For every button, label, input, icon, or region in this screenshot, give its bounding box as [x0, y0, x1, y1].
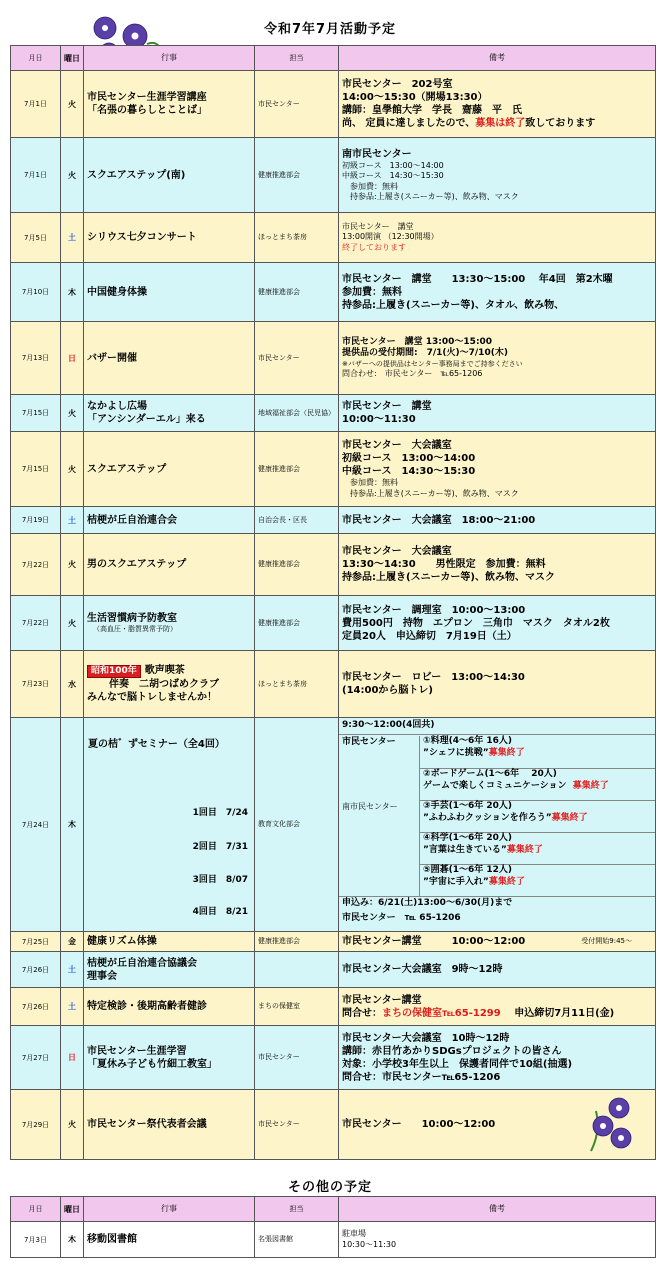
- event-cell: スクエアステップ(南): [84, 138, 255, 213]
- dow-cell: 火: [61, 432, 84, 507]
- date-cell: 7月1日: [11, 71, 61, 138]
- event-cell: [84, 718, 255, 932]
- notes-cell: [339, 71, 656, 138]
- owner-cell: 名張図書館: [255, 1222, 339, 1258]
- divider: [419, 736, 420, 897]
- notes-line: 市民センター 講堂 13:00～15:00: [342, 336, 493, 347]
- table-row: [11, 507, 656, 534]
- closed-notice: 募集終了: [551, 812, 588, 823]
- notes-line: 市民センター 講堂 13:30～15:00 年4回 第2木曜: [342, 273, 613, 285]
- table-row: [11, 1222, 656, 1258]
- other-schedule-table: [10, 1196, 656, 1258]
- notes-line: 持参品:上履き(スニーカー等)、飲み物、マスク: [350, 488, 519, 498]
- table-row: [11, 1090, 656, 1160]
- header-notes: 備考: [339, 1197, 656, 1222]
- notes-text: 受付開始9:45～: [581, 936, 632, 945]
- notes-cell: 市民センター 大会議室 18:00～21:00: [339, 507, 656, 534]
- notes-line: 中級コース 14:30～15:30: [342, 466, 476, 478]
- dow-cell: 火: [61, 395, 84, 432]
- header-date: 月日: [11, 1197, 61, 1222]
- owner-cell: 健康推進部会: [255, 263, 339, 322]
- owner-cell: 市民センター: [255, 1090, 339, 1160]
- table-row: [11, 952, 656, 988]
- notes-cell: [339, 138, 656, 213]
- event-cell: 特定検診・後期高齢者健診: [84, 988, 255, 1026]
- closed-notice: 募集終了: [506, 844, 543, 855]
- notes-line: 駐車場: [342, 1229, 366, 1239]
- notes-line: 問合せ：市民センター℡65-1206: [342, 1071, 501, 1083]
- page-title: 令和7年7月活動予定: [263, 22, 397, 37]
- seminar-item-title: ④科学(1～6年 20人): [423, 833, 513, 843]
- seminar-item: [423, 736, 525, 759]
- notes-line: 定員20人 申込締切 7月19日（土）: [342, 630, 517, 642]
- seminar-item: [423, 801, 588, 824]
- notes-line: 市民センター ロビー 13:00～14:30: [342, 672, 525, 683]
- header-date: 月日: [11, 46, 61, 71]
- event-cell: 中国健身体操: [84, 263, 255, 322]
- table-row: [11, 138, 656, 213]
- dow-cell: 火: [61, 534, 84, 596]
- owner-cell: 地域福祉部会（民児協）: [255, 395, 339, 432]
- notes-line: 市民センター講堂: [342, 994, 422, 1006]
- notes-line: 参加費：無料: [342, 286, 402, 298]
- notes-line: 市民センター 調理室 10:00～13:00: [342, 604, 526, 616]
- dow-cell: 火: [61, 596, 84, 651]
- notes-line: 持参品:上履き(スニーカー等)、タオル、飲み物、: [342, 299, 565, 311]
- notes-line: 初級コース 13:00～14:00: [342, 160, 444, 170]
- date-cell: 7月22日: [11, 596, 61, 651]
- owner-cell: 健康推進部会: [255, 596, 339, 651]
- seminar-item-desc: ”ふわふわクッションを作ろう”: [423, 812, 552, 823]
- dow-cell: 水: [61, 651, 84, 718]
- seminar-item: [423, 865, 525, 888]
- event-cell: [84, 596, 255, 651]
- event-cell: スクエアステップ: [84, 432, 255, 507]
- date-cell: 7月25日: [11, 932, 61, 952]
- morning-glory-flower-icon: [581, 1096, 641, 1156]
- notes-cell: [339, 932, 656, 952]
- notes-line: 市民センター 大会議室: [342, 546, 452, 557]
- closed-notice: 募集は終了: [475, 118, 526, 129]
- notes-line: 参加費：無料: [350, 181, 398, 191]
- dow-cell: 木: [61, 263, 84, 322]
- session-date: 3回目 8/07: [192, 875, 248, 885]
- notes-text: 尚、 定員に達しましたので、: [342, 118, 476, 129]
- notes-line: 初級コース 13:00～14:00: [342, 453, 476, 465]
- apply-period: 申込み：6/21(土)13:00～6/30(月)まで: [342, 898, 513, 908]
- notes-text: 申込締切7月11日(金): [500, 1007, 615, 1019]
- owner-cell: 健康推進部会: [255, 138, 339, 213]
- event-cell: [84, 71, 255, 138]
- event-cell: [84, 651, 255, 718]
- notes-line: 市民センター 10:00～12:00: [342, 1119, 496, 1130]
- notes-line: ※バザーへの提供品はセンター事務局までご持参ください: [342, 359, 523, 368]
- dow-cell: 日: [61, 322, 84, 395]
- seminar-item-title: ②ボードゲーム(1～6年 20人): [423, 769, 557, 779]
- seminar-item-title: ①料理(4～6年 16人): [423, 736, 513, 746]
- header-dow: 曜日: [61, 1197, 84, 1222]
- owner-cell: 市民センター: [255, 1026, 339, 1090]
- closed-notice: 募集終了: [488, 747, 525, 758]
- notes-cell: [339, 395, 656, 432]
- event-line: 理事会: [87, 970, 117, 982]
- notes-cell: [339, 534, 656, 596]
- notes-cell: 市民センター大会議室 9時～12時: [339, 952, 656, 988]
- session-date: 4回目 8/21: [192, 907, 248, 917]
- dow-cell: 土: [61, 988, 84, 1026]
- dow-cell: 火: [61, 71, 84, 138]
- table-row: [11, 322, 656, 395]
- table-row: [11, 71, 656, 138]
- date-cell: 7月26日: [11, 952, 61, 988]
- seminar-title: 夏の桔゛ずセミナー（全4回）: [88, 739, 225, 750]
- header-event: 行事: [84, 1197, 255, 1222]
- table-row: [11, 651, 656, 718]
- event-line: 「夏休み子ども竹細工教室」: [87, 1058, 217, 1070]
- dow-cell: 日: [61, 1026, 84, 1090]
- notes-cell: [339, 213, 656, 263]
- event-text: 歌声喫茶: [144, 664, 185, 676]
- notes-line: (14:00から脳トレ): [342, 685, 433, 696]
- showa-badge: 昭和100年: [87, 665, 141, 679]
- other-schedule-title: その他の予定: [287, 1180, 372, 1195]
- notes-line: 中級コース 14:30～15:30: [342, 171, 444, 181]
- notes-line: 講師：赤目竹あかりSDGsプロジェクトの皆さん: [342, 1045, 562, 1057]
- owner-cell: 健康推進部会: [255, 932, 339, 952]
- notes-line: 市民センター 講堂: [342, 401, 432, 412]
- header-dow: 曜日: [61, 46, 84, 71]
- date-cell: 7月26日: [11, 988, 61, 1026]
- dow-cell: 土: [61, 213, 84, 263]
- notes-cell: [339, 263, 656, 322]
- dow-cell: 木: [61, 718, 84, 932]
- seminar-item-title: ⑤囲碁(1～6年 12人): [423, 865, 513, 875]
- event-cell: シリウス七夕コンサート: [84, 213, 255, 263]
- dow-cell: 土: [61, 507, 84, 534]
- owner-cell: まちの保健室: [255, 988, 339, 1026]
- notes-cell: [339, 988, 656, 1026]
- event-line: [87, 664, 251, 679]
- table-row: [11, 932, 656, 952]
- event-cell: バザー開催: [84, 322, 255, 395]
- notes-line: 持参品:上履き(スニーカー等)、飲み物、マスク: [342, 572, 555, 583]
- owner-cell: [255, 952, 339, 988]
- event-line: 「名張の暮らしとことば」: [87, 105, 207, 116]
- seminar-item: [423, 769, 609, 792]
- event-cell: 健康リズム体操: [84, 932, 255, 952]
- notes-line: 13:00開演 （12:30開場）: [342, 232, 439, 242]
- date-cell: 7月13日: [11, 322, 61, 395]
- date-cell: 7月15日: [11, 432, 61, 507]
- seminar-time: 9:30～12:00(4回共): [342, 720, 435, 730]
- seminar-item-title: ③手芸(1～6年 20人): [423, 801, 513, 811]
- owner-cell: ほっとまち茶房: [255, 213, 339, 263]
- event-line: みんなで脳トレしませんか！: [87, 692, 217, 704]
- seminar-item: [423, 833, 543, 856]
- dow-cell: 火: [61, 138, 84, 213]
- table-row: [11, 213, 656, 263]
- closed-notice: 終了しております: [342, 242, 406, 252]
- table-row: [11, 596, 656, 651]
- notes-line: [342, 117, 652, 130]
- dow-cell: 土: [61, 952, 84, 988]
- notes-cell: [339, 596, 656, 651]
- seminar-item-desc: ”言葉は生きている”: [423, 844, 507, 855]
- notes-line: 提供品の受付期間: 7/1(火)～7/10(木): [342, 348, 508, 359]
- seminar-item-desc: ”シェフに挑戦”: [423, 747, 489, 758]
- notes-line: 市民センター 202号室: [342, 79, 453, 90]
- event-cell: 桔梗が丘自治連合会: [84, 507, 255, 534]
- notes-text: 問合せ：: [342, 1007, 382, 1019]
- date-cell: 7月24日: [11, 718, 61, 932]
- event-line: 伴奏 二胡つばめクラブ: [109, 679, 219, 691]
- owner-cell: ほっとまち茶房: [255, 651, 339, 718]
- date-cell: 7月10日: [11, 263, 61, 322]
- table-row: [11, 988, 656, 1026]
- date-cell: 7月5日: [11, 213, 61, 263]
- date-cell: 7月27日: [11, 1026, 61, 1090]
- notes-line: 10:30～11:30: [342, 1239, 397, 1249]
- notes-line: 費用500円 持物 エプロン 三角巾 マスク タオル2枚: [342, 617, 610, 629]
- event-cell: [84, 1026, 255, 1090]
- divider: [339, 896, 655, 897]
- table-row: [11, 432, 656, 507]
- owner-cell: 健康推進部会: [255, 534, 339, 596]
- notes-cell: [339, 1090, 656, 1160]
- divider: [339, 734, 655, 735]
- contact-highlight: まちの保健室℡65-1299: [382, 1007, 501, 1019]
- owner-cell: 健康推進部会: [255, 432, 339, 507]
- notes-cell: [339, 1222, 656, 1258]
- event-subtitle: （高血圧・脂質異常予防）: [93, 624, 177, 633]
- table-row: [11, 534, 656, 596]
- notes-line: 持参品:上履き(スニーカー等)、飲み物、マスク: [350, 191, 519, 201]
- notes-cell: [339, 1026, 656, 1090]
- session-date: 2回目 7/31: [192, 842, 248, 852]
- notes-cell: [339, 322, 656, 395]
- notes-line: 対象：小学校3年生以上 保護者同伴で10組(抽選): [342, 1058, 573, 1070]
- date-cell: 7月3日: [11, 1222, 61, 1258]
- table-row: [11, 718, 656, 932]
- notes-line: 10:00～11:30: [342, 414, 416, 425]
- event-cell: 市民センター祭代表者会議: [84, 1090, 255, 1160]
- date-cell: 7月29日: [11, 1090, 61, 1160]
- date-cell: 7月1日: [11, 138, 61, 213]
- owner-cell: 教育文化部会: [255, 718, 339, 932]
- event-line: 市民センター生涯学習: [87, 1045, 187, 1057]
- seminar-item-desc: ”宇宙に手入れ”: [423, 876, 489, 887]
- table-row: [11, 395, 656, 432]
- header-event: 行事: [84, 46, 255, 71]
- seminar-item-desc: ゲームで楽しくコミュニケーション: [423, 780, 567, 791]
- schedule-table: [10, 45, 656, 1160]
- date-cell: 7月19日: [11, 507, 61, 534]
- event-cell: [84, 395, 255, 432]
- dow-cell: 木: [61, 1222, 84, 1258]
- session-date: 1回目 7/24: [192, 808, 248, 818]
- owner-cell: 市民センター: [255, 322, 339, 395]
- notes-line: 問合わせ: 市民センター ℡65-1206: [342, 369, 483, 379]
- table-row: [11, 263, 656, 322]
- event-line: 「アンシンダーエル」来る: [87, 414, 206, 425]
- header-owner: 担当: [255, 1197, 339, 1222]
- notes-line: 市民センター 講堂: [342, 221, 414, 231]
- event-cell: [84, 952, 255, 988]
- notes-line: 講師：皇學館大学 学長 齋藤 平 氏: [342, 105, 522, 116]
- event-line: 桔梗が丘自治連合協議会: [87, 957, 197, 969]
- notes-line: 南市民センター: [342, 148, 412, 160]
- seminar-detail: [339, 718, 655, 931]
- notes-cell: [339, 432, 656, 507]
- notes-line: 13:30～14:30 男性限定 参加費：無料: [342, 559, 546, 570]
- owner-cell: 市民センター: [255, 71, 339, 138]
- owner-cell: 自治会長・区長: [255, 507, 339, 534]
- event-cell: 男のスクエアステップ: [84, 534, 255, 596]
- table-row: [11, 1026, 656, 1090]
- date-cell: 7月23日: [11, 651, 61, 718]
- closed-notice: 募集終了: [572, 780, 609, 791]
- seminar-location: 市民センター: [342, 737, 396, 747]
- notes-text: 致しております: [525, 118, 596, 129]
- notes-cell: [339, 718, 656, 932]
- notes-line: 市民センター 大会議室: [342, 440, 452, 452]
- event-cell: 移動図書館: [84, 1222, 255, 1258]
- header-notes: 備考: [339, 46, 656, 71]
- notes-cell: [339, 651, 656, 718]
- notes-line: 14:00～15:30（開場13:30）: [342, 92, 488, 103]
- notes-line: [342, 1007, 652, 1020]
- seminar-location: 南市民センター: [342, 802, 398, 811]
- event-line: なかよし広場: [87, 401, 147, 412]
- notes-text: 市民センター講堂 10:00～12:00: [342, 935, 526, 947]
- event-line: 市民センター生涯学習講座: [87, 92, 207, 103]
- event-line: 生活習慣病予防教室: [87, 612, 177, 624]
- notes-line: 市民センター大会議室 10時～12時: [342, 1032, 510, 1044]
- closed-notice: 募集終了: [488, 876, 525, 887]
- header-owner: 担当: [255, 46, 339, 71]
- notes-line: 参加費：無料: [350, 478, 398, 488]
- dow-cell: 金: [61, 932, 84, 952]
- date-cell: 7月22日: [11, 534, 61, 596]
- apply-contact: 市民センター ℡ 65-1206: [342, 913, 461, 923]
- dow-cell: 火: [61, 1090, 84, 1160]
- date-cell: 7月15日: [11, 395, 61, 432]
